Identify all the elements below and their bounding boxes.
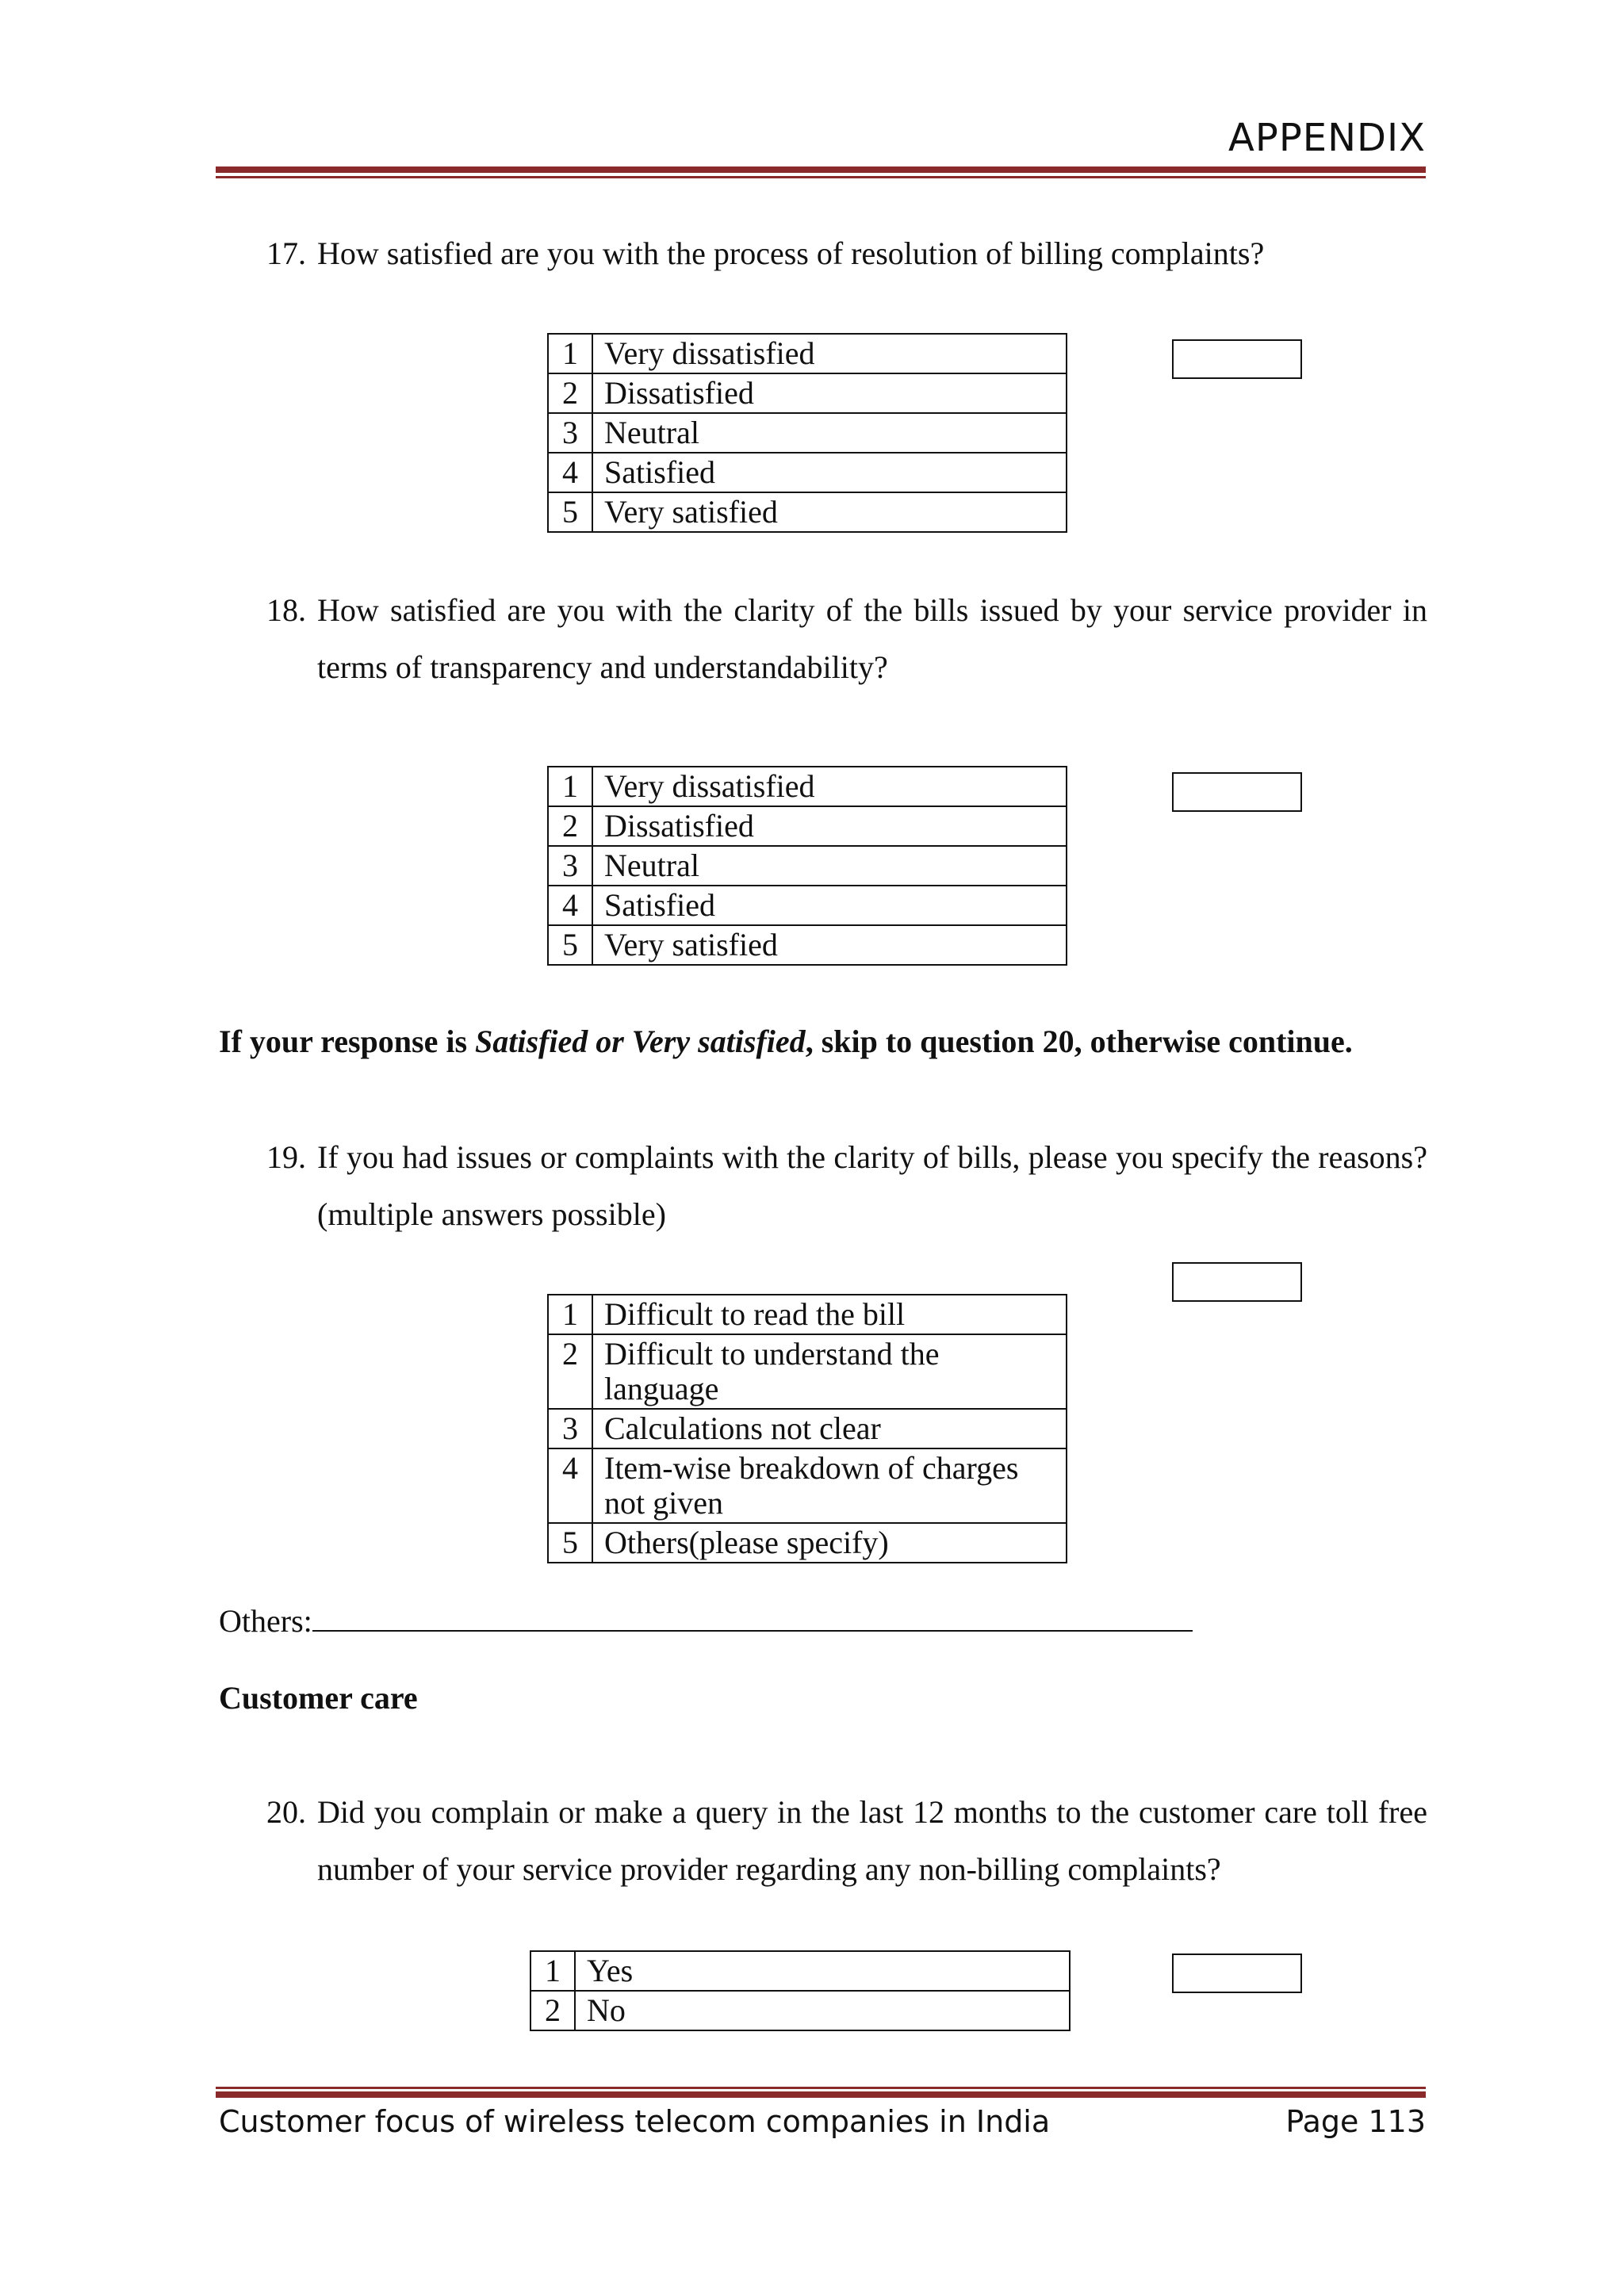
option-number: 3 xyxy=(548,846,592,886)
question-number: 18. xyxy=(266,592,306,628)
option-row[interactable] xyxy=(548,886,1067,925)
option-label: Item-wise breakdown of charges not given xyxy=(592,1448,1067,1523)
others-label: Others: xyxy=(219,1603,312,1639)
option-label: Yes xyxy=(575,1951,1070,1991)
option-label: Difficult to read the bill xyxy=(592,1295,1067,1334)
section-heading: Customer care xyxy=(219,1680,418,1716)
option-number: 2 xyxy=(548,1334,592,1409)
option-row[interactable] xyxy=(548,1334,1067,1409)
option-label: Dissatisfied xyxy=(592,373,1067,413)
option-label: Calculations not clear xyxy=(592,1409,1067,1448)
option-number: 2 xyxy=(530,1991,575,2030)
option-row[interactable] xyxy=(548,492,1067,532)
option-number: 4 xyxy=(548,886,592,925)
option-number: 5 xyxy=(548,1523,592,1563)
option-row[interactable] xyxy=(548,334,1067,373)
option-label: Dissatisfied xyxy=(592,806,1067,846)
option-number: 4 xyxy=(548,453,592,492)
option-row[interactable] xyxy=(530,1951,1070,1991)
option-number: 2 xyxy=(548,806,592,846)
others-input-line[interactable] xyxy=(312,1601,1193,1632)
question-number: 19. xyxy=(266,1139,306,1175)
option-row[interactable] xyxy=(548,925,1067,965)
option-label: Difficult to understand the language xyxy=(592,1334,1067,1409)
question-18 xyxy=(266,582,1427,696)
option-label: Very satisfied xyxy=(592,925,1067,965)
option-label: No xyxy=(575,1991,1070,2030)
option-number: 1 xyxy=(548,334,592,373)
option-row[interactable] xyxy=(548,767,1067,806)
options-table-17 xyxy=(547,333,1067,533)
option-row[interactable] xyxy=(548,846,1067,886)
option-label: Neutral xyxy=(592,413,1067,453)
option-row[interactable] xyxy=(548,413,1067,453)
option-number: 1 xyxy=(548,1295,592,1334)
question-number: 17. xyxy=(266,235,306,271)
skip-instruction-suffix: , skip to question 20, otherwise continue. xyxy=(805,1024,1353,1059)
option-label: Very dissatisfied xyxy=(592,767,1067,806)
skip-instruction-prefix: If your response is xyxy=(219,1024,476,1059)
option-label: Neutral xyxy=(592,846,1067,886)
page-header-title: APPENDIX xyxy=(1228,116,1426,160)
question-19 xyxy=(266,1129,1427,1243)
answer-box-18[interactable] xyxy=(1172,772,1302,812)
footer-page-number: Page 113 xyxy=(1285,2104,1426,2139)
answer-box-17[interactable] xyxy=(1172,339,1302,379)
option-row[interactable] xyxy=(548,1295,1067,1334)
skip-instruction xyxy=(219,1023,1353,1060)
question-number: 20. xyxy=(266,1794,306,1830)
option-number: 3 xyxy=(548,1409,592,1448)
option-row[interactable] xyxy=(548,1523,1067,1563)
footer-rule-thin xyxy=(216,2087,1426,2089)
option-number: 1 xyxy=(548,767,592,806)
option-number: 5 xyxy=(548,492,592,532)
question-text: How satisfied are you with the clarity of the bills issued by your service provider in terms of transparency and understandability? xyxy=(317,592,1427,685)
option-number: 3 xyxy=(548,413,592,453)
options-table-20 xyxy=(530,1950,1071,2031)
answer-box-19[interactable] xyxy=(1172,1262,1302,1302)
option-row[interactable] xyxy=(548,1409,1067,1448)
option-row[interactable] xyxy=(548,806,1067,846)
option-label: Very satisfied xyxy=(592,492,1067,532)
option-number: 1 xyxy=(530,1951,575,1991)
options-table-18 xyxy=(547,766,1067,966)
option-row[interactable] xyxy=(548,1448,1067,1523)
option-label: Very dissatisfied xyxy=(592,334,1067,373)
question-text: If you had issues or complaints with the clarity of bills, please you specify the reasons?(multiple answers possible) xyxy=(317,1139,1427,1232)
others-field[interactable] xyxy=(219,1601,1193,1640)
option-number: 4 xyxy=(548,1448,592,1523)
skip-instruction-emphasis: Satisfied or Very satisfied xyxy=(475,1024,806,1059)
option-number: 2 xyxy=(548,373,592,413)
header-rule xyxy=(216,166,1426,173)
option-label: Satisfied xyxy=(592,453,1067,492)
question-17 xyxy=(266,225,1427,282)
question-text: Did you complain or make a query in the last 12 months to the customer care toll free number of your service provider regarding any non-billing complaints? xyxy=(317,1794,1427,1887)
option-label: Others(please specify) xyxy=(592,1523,1067,1563)
options-table-19 xyxy=(547,1294,1067,1563)
question-text: How satisfied are you with the process of resolution of billing complaints? xyxy=(317,235,1265,271)
option-row[interactable] xyxy=(548,453,1067,492)
answer-box-20[interactable] xyxy=(1172,1954,1302,1993)
header-rule-thin xyxy=(216,176,1426,178)
option-label: Satisfied xyxy=(592,886,1067,925)
option-number: 5 xyxy=(548,925,592,965)
option-row[interactable] xyxy=(530,1991,1070,2030)
option-row[interactable] xyxy=(548,373,1067,413)
question-20 xyxy=(266,1784,1427,1898)
footer-rule xyxy=(216,2091,1426,2098)
footer-document-title: Customer focus of wireless telecom companies in India xyxy=(219,2104,1051,2139)
